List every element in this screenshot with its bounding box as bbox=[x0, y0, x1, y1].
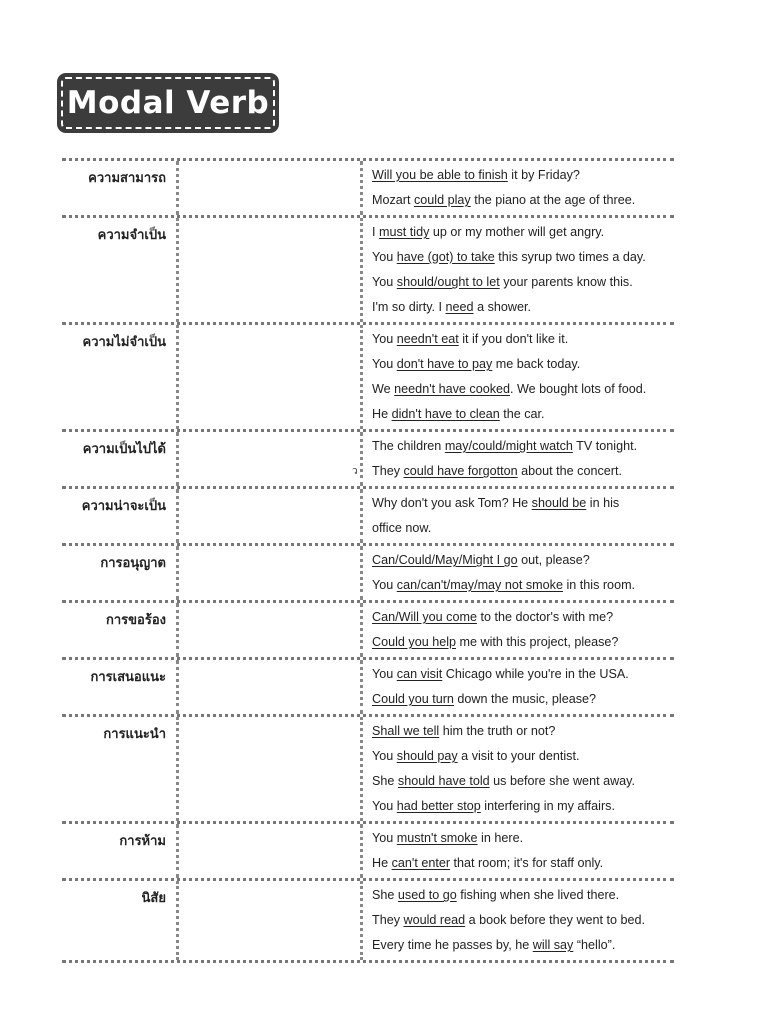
column-divider bbox=[360, 717, 363, 821]
title-banner bbox=[58, 74, 278, 132]
sentence-text: The children bbox=[372, 439, 445, 453]
sentence-text: interfering in my affairs. bbox=[480, 799, 615, 813]
sentence-text: up or my mother will get angry. bbox=[429, 225, 605, 239]
category-label: การเสนอแนะ bbox=[90, 670, 166, 685]
sentence-text: You bbox=[372, 250, 397, 264]
modal-phrase: mustn't smoke bbox=[396, 831, 478, 845]
modal-phrase: would read bbox=[403, 913, 466, 927]
category-label: การขอร้อง bbox=[106, 613, 166, 628]
example-list bbox=[372, 660, 674, 714]
modal-phrase: needn't eat bbox=[396, 332, 459, 346]
example-list bbox=[372, 717, 674, 821]
sentence-text: Chicago while you're in the USA. bbox=[442, 667, 629, 681]
column-divider bbox=[176, 325, 179, 429]
sentence-text: out, please? bbox=[517, 553, 590, 567]
sentence-text: him the truth or not? bbox=[439, 724, 556, 738]
column-divider bbox=[176, 489, 179, 543]
sentence-text: us before she went away. bbox=[489, 774, 636, 788]
example-list bbox=[372, 603, 674, 657]
sentence-text: in here. bbox=[477, 831, 524, 845]
sentence-text: I'm so dirty. I bbox=[372, 300, 446, 314]
modal-phrase: Can/Could/May/Might I go bbox=[372, 553, 518, 567]
sentence-text: a shower. bbox=[473, 300, 531, 314]
modal-phrase: don't have to pay bbox=[396, 357, 493, 371]
table-row bbox=[62, 161, 674, 215]
sentence-text: the piano at the age of three. bbox=[470, 193, 636, 207]
sentence-text: We bbox=[372, 382, 395, 396]
sentence-text: You bbox=[372, 357, 397, 371]
table-row bbox=[62, 714, 674, 821]
example-sentence bbox=[372, 769, 674, 794]
example-sentence bbox=[372, 295, 674, 320]
sentence-text: the car. bbox=[499, 407, 545, 421]
sentence-text: “hello”. bbox=[573, 938, 616, 952]
example-sentence bbox=[372, 352, 674, 377]
column-divider bbox=[176, 660, 179, 714]
sentence-text: down the music, please? bbox=[453, 692, 597, 706]
table-row bbox=[62, 600, 674, 657]
example-sentence bbox=[372, 908, 674, 933]
column-divider bbox=[176, 546, 179, 600]
example-sentence bbox=[372, 459, 674, 484]
modal-phrase: must tidy bbox=[379, 225, 430, 239]
sentence-text: in this room. bbox=[562, 578, 636, 592]
example-sentence bbox=[372, 245, 674, 270]
example-sentence bbox=[372, 630, 674, 655]
sentence-text: She bbox=[372, 774, 398, 788]
modal-phrase: didn't have to clean bbox=[391, 407, 500, 421]
category-label: ความสามารถ bbox=[88, 171, 166, 186]
column-divider bbox=[360, 161, 363, 215]
category-label: ความไม่จำเป็น bbox=[82, 335, 166, 350]
example-sentence bbox=[372, 794, 674, 819]
modal-phrase: Can/Will you come bbox=[372, 610, 477, 624]
example-sentence bbox=[372, 220, 674, 245]
example-sentence bbox=[372, 826, 674, 851]
column-divider bbox=[176, 218, 179, 322]
example-list bbox=[372, 824, 674, 878]
category-label: การห้าม bbox=[119, 834, 166, 849]
example-list bbox=[372, 546, 674, 600]
category-label: การอนุญาต bbox=[100, 556, 166, 571]
sentence-text: You bbox=[372, 799, 397, 813]
sentence-text: your parents know this. bbox=[499, 275, 633, 289]
modal-phrase: had better stop bbox=[396, 799, 481, 813]
example-sentence bbox=[372, 163, 674, 188]
modal-phrase: can't enter bbox=[391, 856, 451, 870]
table-row bbox=[62, 821, 674, 878]
example-sentence bbox=[372, 605, 674, 630]
example-sentence bbox=[372, 687, 674, 712]
column-divider bbox=[176, 432, 179, 486]
stray-mark: ว bbox=[352, 466, 358, 477]
sentence-text: He bbox=[372, 407, 392, 421]
sentence-text: a visit to your dentist. bbox=[457, 749, 580, 763]
table-row bbox=[62, 486, 674, 543]
table-row bbox=[62, 429, 674, 486]
category-label: ความเป็นไปได้ bbox=[82, 442, 166, 457]
sentence-text: about the concert. bbox=[517, 464, 622, 478]
sentence-text: You bbox=[372, 667, 397, 681]
sentence-text: You bbox=[372, 275, 397, 289]
modal-verb-table bbox=[62, 158, 674, 963]
example-sentence bbox=[372, 434, 674, 459]
modal-phrase: should/ought to let bbox=[396, 275, 500, 289]
example-list bbox=[372, 489, 674, 543]
sentence-text: They bbox=[372, 913, 404, 927]
example-sentence bbox=[372, 188, 674, 213]
example-sentence bbox=[372, 744, 674, 769]
example-sentence bbox=[372, 491, 674, 516]
example-sentence bbox=[372, 933, 674, 958]
sentence-text: Why don't you ask Tom? He bbox=[372, 496, 532, 510]
example-sentence bbox=[372, 851, 674, 876]
sentence-text: a book before they went to bed. bbox=[465, 913, 646, 927]
modal-phrase: Shall we tell bbox=[372, 724, 440, 738]
column-divider bbox=[360, 218, 363, 322]
sentence-text: TV tonight. bbox=[572, 439, 638, 453]
modal-phrase: can visit bbox=[396, 667, 443, 681]
column-divider bbox=[360, 432, 363, 486]
example-sentence bbox=[372, 516, 674, 541]
example-sentence bbox=[372, 377, 674, 402]
modal-phrase: will say bbox=[532, 938, 574, 952]
sentence-text: it by Friday? bbox=[507, 168, 580, 182]
modal-phrase: should pay bbox=[396, 749, 458, 763]
example-list bbox=[372, 881, 674, 960]
sentence-text: . We bought lots of food. bbox=[510, 382, 647, 396]
sentence-text: me with this project, please? bbox=[456, 635, 619, 649]
modal-phrase: could play bbox=[414, 193, 471, 207]
sentence-text: Mozart bbox=[372, 193, 414, 207]
sentence-text: me back today. bbox=[492, 357, 581, 371]
column-divider bbox=[360, 881, 363, 960]
modal-phrase: need bbox=[445, 300, 474, 314]
sentence-text: You bbox=[372, 332, 397, 346]
modal-phrase: needn't have cooked bbox=[394, 382, 511, 396]
column-divider bbox=[360, 546, 363, 600]
modal-phrase: may/could/might watch bbox=[444, 439, 573, 453]
example-list bbox=[372, 161, 674, 215]
example-sentence bbox=[372, 270, 674, 295]
table-row bbox=[62, 215, 674, 322]
sentence-text: Every time he passes by, he bbox=[372, 938, 533, 952]
column-divider bbox=[360, 660, 363, 714]
modal-phrase: can/can't/may/may not smoke bbox=[396, 578, 563, 592]
example-sentence bbox=[372, 548, 674, 573]
sentence-text: She bbox=[372, 888, 398, 902]
modal-phrase: Could you help bbox=[372, 635, 457, 649]
example-sentence bbox=[372, 573, 674, 598]
modal-phrase: could have forgotton bbox=[403, 464, 518, 478]
modal-phrase: should have told bbox=[397, 774, 490, 788]
sentence-text: that room; it's for staff only. bbox=[450, 856, 604, 870]
category-label: การแนะนำ bbox=[103, 727, 166, 742]
column-divider bbox=[360, 325, 363, 429]
column-divider bbox=[176, 603, 179, 657]
sentence-text: office now. bbox=[372, 521, 432, 535]
modal-phrase: should be bbox=[531, 496, 587, 510]
example-sentence bbox=[372, 327, 674, 352]
column-divider bbox=[176, 881, 179, 960]
example-list bbox=[372, 325, 674, 429]
category-label: ความน่าจะเป็น bbox=[81, 499, 166, 514]
table-row bbox=[62, 322, 674, 429]
column-divider bbox=[360, 489, 363, 543]
table-row bbox=[62, 543, 674, 600]
sentence-text: They bbox=[372, 464, 404, 478]
category-label: ความจำเป็น bbox=[97, 228, 166, 243]
example-sentence bbox=[372, 662, 674, 687]
sentence-text: in his bbox=[586, 496, 620, 510]
sentence-text: I bbox=[372, 225, 379, 239]
modal-phrase: Could you turn bbox=[372, 692, 454, 706]
table-row bbox=[62, 657, 674, 714]
sentence-text: to the doctor's with me? bbox=[476, 610, 614, 624]
sentence-text: You bbox=[372, 749, 397, 763]
column-divider bbox=[176, 161, 179, 215]
category-label: นิสัย bbox=[141, 891, 166, 906]
column-divider bbox=[360, 824, 363, 878]
modal-phrase: have (got) to take bbox=[396, 250, 495, 264]
modal-phrase: Will you be able to finish bbox=[372, 168, 508, 182]
column-divider bbox=[360, 603, 363, 657]
example-sentence bbox=[372, 402, 674, 427]
sentence-text: You bbox=[372, 831, 397, 845]
sentence-text: He bbox=[372, 856, 392, 870]
sentence-text: fishing when she lived there. bbox=[456, 888, 620, 902]
modal-phrase: used to go bbox=[397, 888, 457, 902]
sentence-text: it if you don't like it. bbox=[458, 332, 569, 346]
table-row bbox=[62, 878, 674, 960]
column-divider bbox=[176, 824, 179, 878]
example-list bbox=[372, 218, 674, 322]
sentence-text: this syrup two times a day. bbox=[494, 250, 646, 264]
example-sentence bbox=[372, 719, 674, 744]
page-title: Modal Verb bbox=[66, 85, 270, 121]
example-sentence bbox=[372, 883, 674, 908]
column-divider bbox=[176, 717, 179, 821]
example-list bbox=[372, 432, 674, 486]
sentence-text: You bbox=[372, 578, 397, 592]
